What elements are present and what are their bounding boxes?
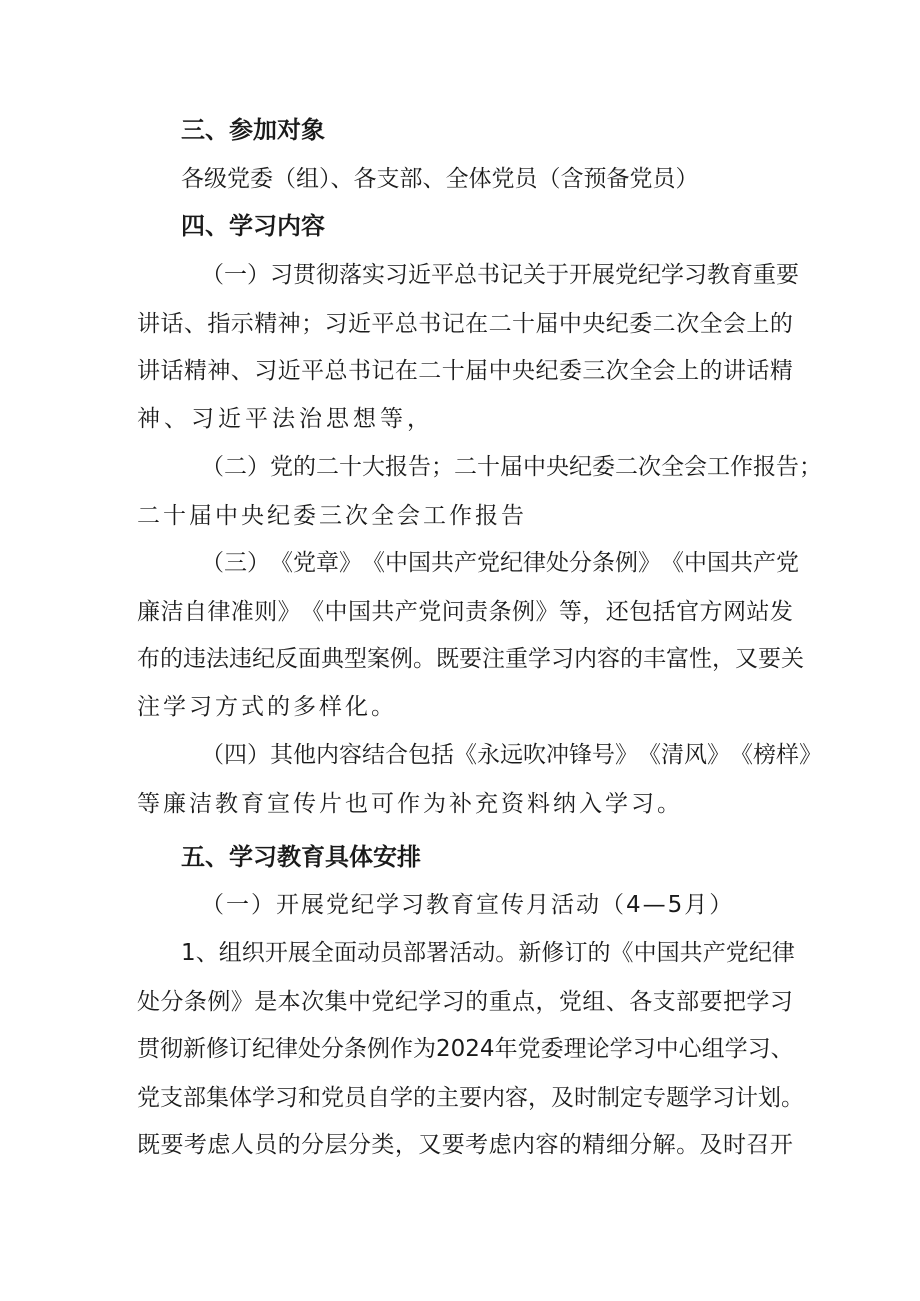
section-4-item-1-line-1: （ 一 ） 习 贯 彻 落 实 习 近 平 总 书 记 关 于 开 展 党 纪 学 习 教 育 重 要	[201, 262, 799, 288]
section-3-body: 各级党委（组）、各支部、全体党员（含预备党员）	[181, 166, 699, 192]
section-4-item-3-line-3: 布 的 违 法 违 纪 反 面 典 型 案 例 。 既 要 注 重 学 习 内 容 的 丰 富 性 ， 又 要 关	[137, 646, 804, 672]
section-5-para-1-line-2: 处 分 条 例 》 是 本 次 集 中 党 纪 学 习 的 重 点 ， 党 组 、 各 支 部 要 把 学 习	[137, 989, 793, 1015]
section-4-item-3-line-4: 注学习方式的多样化。	[137, 694, 397, 720]
section-4-item-1-line-3: 讲 话 精 神 、 习 近 平 总 书 记 在 二 十 届 中 央 纪 委 三 次 全 会 上 的 讲 话 精	[137, 358, 793, 384]
section-4-item-3-line-2: 廉 洁 自 律 准 则 》 《 中 国 共 产 党 问 责 条 例 》 等 ， 还 包 括 官 方 网 站 发	[137, 599, 793, 625]
section-5-para-1-line-5: 既 要 考 虑 人 员 的 分 层 分 类 ， 又 要 考 虑 内 容 的 精 细 分 解 。 及 时 召 开	[137, 1132, 793, 1158]
section-5-para-1-line-1: 1 、 组 织 开 展 全 面 动 员 部 署 活 动 。 新 修 订 的 《 中 国 共 产 党 纪 律	[181, 940, 795, 966]
section-4-item-4-line-1: （ 四 ） 其 他 内 容 结 合 包 括 《 永 远 吹 冲 锋 号 》 《 清 风 》 《 榜 样 》	[201, 742, 822, 768]
section-4-item-1-line-4: 神、习近平法治思想等，	[137, 406, 434, 432]
section-4-item-4-line-2: 等廉洁教育宣传片也可作为补充资料纳入学习。	[137, 791, 683, 817]
section-5-heading: 五、学习教育具体安排	[181, 843, 421, 871]
section-5-sub-1: （一）开展党纪学习教育宣传月活动（4—5月）	[201, 892, 735, 918]
section-4-heading: 四、学习内容	[181, 212, 325, 240]
section-4-item-2-line-1: （ 二 ） 党 的 二 十 大 报 告 ； 二 十 届 中 央 纪 委 二 次 全 会 工 作 报 告 ；	[201, 454, 822, 480]
section-3-heading: 三、参加对象	[181, 116, 325, 144]
section-4-item-1-line-2: 讲 话 、 指 示 精 神 ； 习 近 平 总 书 记 在 二 十 届 中 央 纪 委 二 次 全 会 上 的	[137, 311, 793, 337]
section-5-para-1-line-3: 贯 彻 新 修 订 纪 律 处 分 条 例 作 为 2 0 2 4 年 党 委 理 论 学 习 中 心 组 学 习 、	[137, 1036, 794, 1062]
section-4-item-3-line-1: （ 三 ） 《 党 章 》 《 中 国 共 产 党 纪 律 处 分 条 例 》 《 中 国 共 产 党	[201, 550, 799, 576]
section-5-para-1-line-4: 党 支 部 集 体 学 习 和 党 员 自 学 的 主 要 内 容 ， 及 时 制 定 专 题 学 习 计 划 。	[137, 1085, 804, 1111]
section-4-item-2-line-2: 二十届中央纪委三次全会工作报告	[137, 503, 527, 529]
